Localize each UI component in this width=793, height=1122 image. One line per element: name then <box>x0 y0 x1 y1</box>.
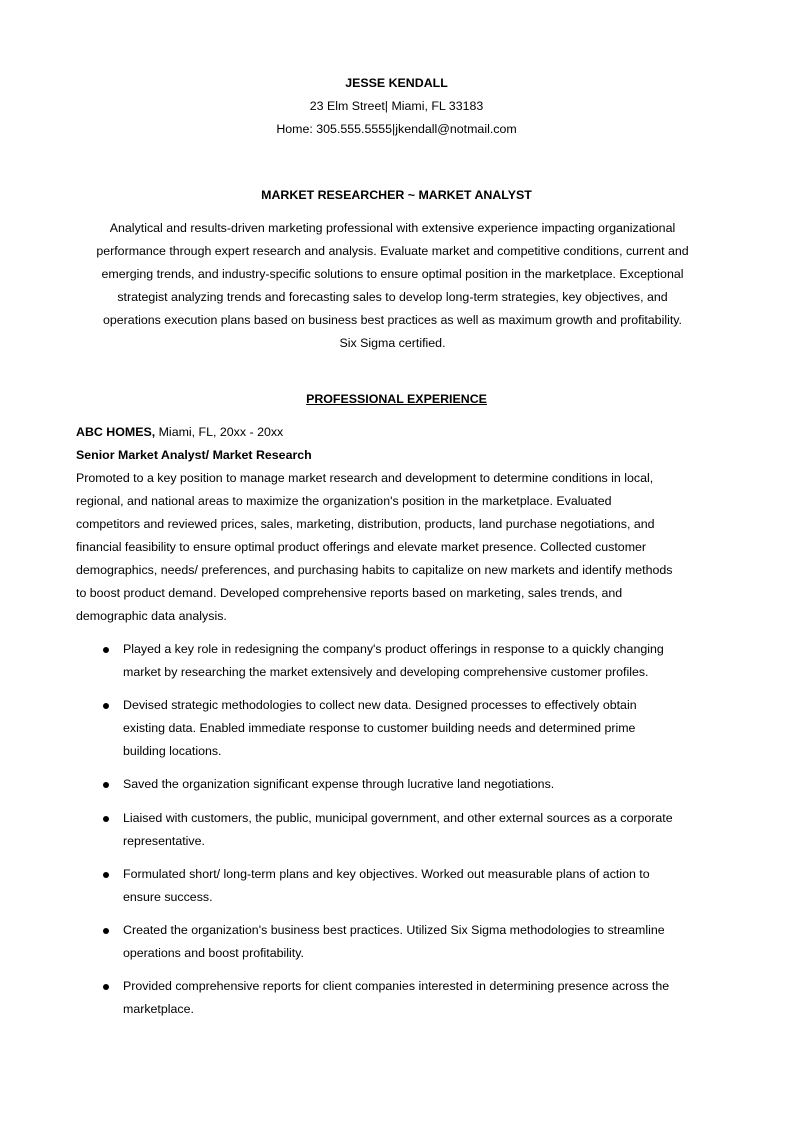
bullet-text <box>123 638 708 684</box>
address-line: 23 Elm Street| Miami, FL 33183 <box>309 99 484 113</box>
bullet-dot-icon <box>103 928 109 934</box>
description-line: Promoted to a key position to manage market research and development to determine conditions in local, <box>76 471 654 485</box>
summary-line: operations execution plans based on business best practices as well as maximum growth and profitability. <box>103 313 682 327</box>
summary-line: performance through expert research and analysis. Evaluate market and competitive conditions, current and <box>96 244 689 258</box>
description-line: financial feasibility to ensure optimal product offerings and elevate market presence. Collected customer <box>76 540 647 554</box>
contact-line: Home: 305.555.5555|jkendall@notmail.com <box>276 122 517 136</box>
summary-line: strategist analyzing trends and forecasting sales to develop long-term strategies, key objectives, and <box>117 290 668 304</box>
bullet-line: existing data. Enabled immediate response to customer building needs and determined prime <box>123 721 636 735</box>
bullet-line: Saved the organization significant expense through lucrative land negotiations. <box>123 777 555 791</box>
bullet-dot-icon <box>103 816 109 822</box>
bullet-dot-icon <box>103 703 109 709</box>
description-line: to boost product demand. Developed comprehensive reports based on marketing, sales trends, and <box>76 586 623 600</box>
bullet-dot-icon <box>103 782 109 788</box>
bullet-line: operations and boost profitability. <box>123 946 304 960</box>
bullet-line: Created the organization's business best practices. Utilized Six Sigma methodologies to streamline <box>123 923 665 937</box>
description-line: regional, and national areas to maximize the organization's position in the marketplace. Evaluated <box>76 494 612 508</box>
bullet-line: ensure success. <box>123 890 213 904</box>
bullet-dot-icon <box>103 984 109 990</box>
location-dates: Miami, FL, 20xx - 20xx <box>155 425 284 439</box>
candidate-name: JESSE KENDALL <box>345 76 448 90</box>
bullet-text <box>123 975 708 1021</box>
summary-line: emerging trends, and industry-specific solutions to ensure optimal position in the marketplace. Exceptional <box>101 267 684 281</box>
bullet-text <box>123 694 708 763</box>
job-description <box>76 467 716 628</box>
bullet-line: building locations. <box>123 744 222 758</box>
bullet-dot-icon <box>103 872 109 878</box>
bullet-line: Liaised with customers, the public, municipal government, and other external sources as a corporate <box>123 811 673 825</box>
bullet-line: Provided comprehensive reports for client companies interested in determining presence across the <box>123 979 670 993</box>
bullet-dot-icon <box>103 647 109 653</box>
bullet-line: Played a key role in redesigning the company's product offerings in response to a quickly changing <box>123 642 664 656</box>
bullet-line: Devised strategic methodologies to collect new data. Designed processes to effectively obtain <box>123 698 637 712</box>
description-line: competitors and reviewed prices, sales, marketing, distribution, products, land purchase negotiations, and <box>76 517 655 531</box>
bullet-line: Formulated short/ long-term plans and key objectives. Worked out measurable plans of action to <box>123 867 650 881</box>
bullet-text <box>123 807 708 853</box>
headline: MARKET RESEARCHER ~ MARKET ANALYST <box>261 188 532 202</box>
summary-line: Six Sigma certified. <box>339 336 446 350</box>
employer-line <box>76 421 283 444</box>
bullet-text <box>123 863 708 909</box>
bullet-text <box>123 773 708 796</box>
bullet-line: representative. <box>123 834 205 848</box>
description-line: demographic data analysis. <box>76 609 227 623</box>
bullet-line: market by researching the market extensively and developing comprehensive customer profiles. <box>123 665 649 679</box>
summary-paragraph <box>70 217 715 355</box>
job-title: Senior Market Analyst/ Market Research <box>76 448 312 462</box>
description-line: demographics, needs/ preferences, and purchasing habits to capitalize on new markets and identify methods <box>76 563 673 577</box>
company-name: ABC HOMES, <box>76 425 156 439</box>
bullet-line: marketplace. <box>123 1002 194 1016</box>
bullet-text <box>123 919 708 965</box>
summary-line: Analytical and results-driven marketing professional with extensive experience impacting organizational <box>109 221 676 235</box>
section-title-experience: PROFESSIONAL EXPERIENCE <box>306 392 487 406</box>
